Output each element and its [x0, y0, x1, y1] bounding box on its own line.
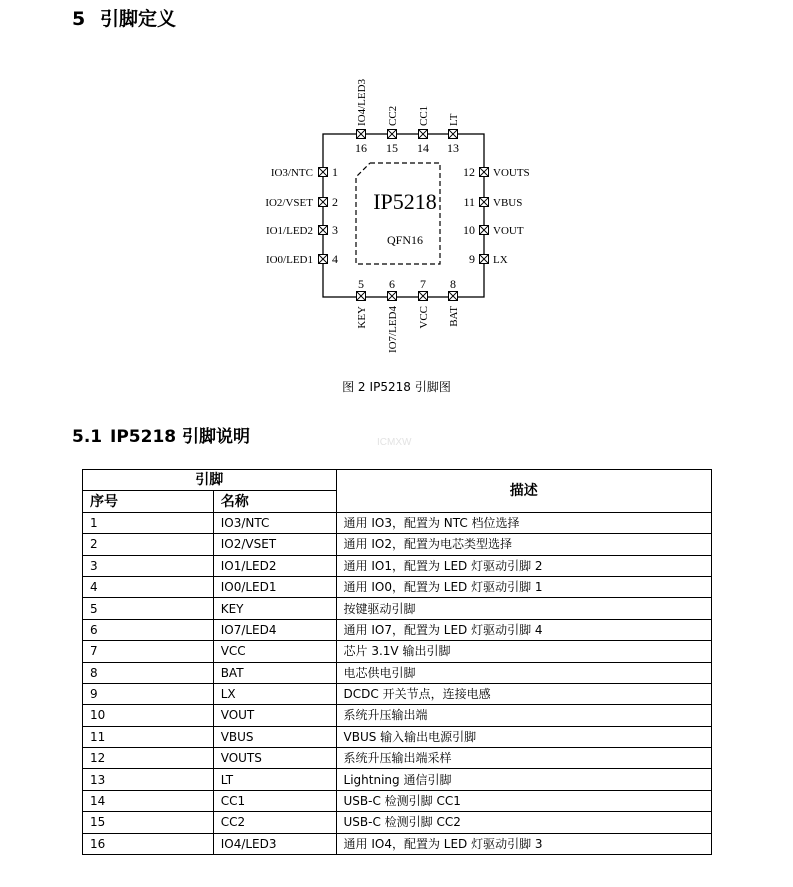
- pin-description-cell: USB-C 检测引脚 CC2: [336, 812, 711, 833]
- table-row: [83, 512, 712, 533]
- pin-name-cell: CC1: [213, 790, 336, 811]
- caption-chip: IP5218: [369, 380, 411, 394]
- pin-number-label: 11: [463, 195, 475, 209]
- pin-name-label: VCC: [418, 306, 430, 329]
- pin-description-cell: 通用 IO7，配置为 LED 灯驱动引脚 4: [336, 619, 711, 640]
- pin-description-cell: 按键驱动引脚: [336, 598, 711, 619]
- pin-name-cell: LX: [213, 683, 336, 704]
- package-outline: [323, 134, 484, 297]
- pin-name-label: VOUTS: [493, 167, 530, 179]
- pin-name-cell: IO0/LED1: [213, 576, 336, 597]
- table-row: [83, 576, 712, 597]
- pin-marker: [480, 255, 489, 264]
- pin-table: [82, 469, 712, 855]
- table-row: [83, 662, 712, 683]
- pin-name-label: IO2/VSET: [265, 197, 313, 209]
- pin-name-cell: BAT: [213, 662, 336, 683]
- pin-description-cell: 通用 IO0，配置为 LED 灯驱动引脚 1: [336, 576, 711, 597]
- pin-group-header: 引脚: [83, 470, 337, 491]
- pin-marker: [419, 130, 428, 139]
- pin-description-cell: 芯片 3.1V 输出引脚: [336, 641, 711, 662]
- pin-name-cell: VOUT: [213, 705, 336, 726]
- table-row: [83, 812, 712, 833]
- table-row: [83, 619, 712, 640]
- pin-description-cell: 通用 IO1，配置为 LED 灯驱动引脚 2: [336, 555, 711, 576]
- pin-description-cell: 通用 IO3，配置为 NTC 档位选择: [336, 512, 711, 533]
- pin-name-cell: IO3/NTC: [213, 512, 336, 533]
- pin-description-cell: 电芯供电引脚: [336, 662, 711, 683]
- table-row: [83, 555, 712, 576]
- pin-name-label: CC2: [387, 105, 399, 126]
- pin-number-cell: 10: [83, 705, 214, 726]
- pin-number-cell: 8: [83, 662, 214, 683]
- pin-number-label: 16: [355, 141, 367, 155]
- pin-number-label: 8: [450, 277, 456, 291]
- pin-name-cell: IO1/LED2: [213, 555, 336, 576]
- pinout-diagram: [0, 0, 793, 400]
- name-header: 名称: [213, 491, 336, 512]
- seq-header: 序号: [83, 491, 214, 512]
- pin-name-cell: IO7/LED4: [213, 619, 336, 640]
- subsection-heading: [72, 422, 250, 447]
- desc-header: 描述: [336, 470, 711, 513]
- pin-marker: [480, 226, 489, 235]
- pin-number-label: 14: [417, 141, 429, 155]
- figure-caption: [0, 378, 793, 395]
- pin-marker: [480, 168, 489, 177]
- pin-name-cell: LT: [213, 769, 336, 790]
- pin-name-label: LX: [493, 254, 508, 266]
- table-row: [83, 598, 712, 619]
- pin-marker: [419, 292, 428, 301]
- pin-number-cell: 12: [83, 748, 214, 769]
- table-row: [83, 833, 712, 854]
- table-row: [83, 748, 712, 769]
- pin-number-cell: 15: [83, 812, 214, 833]
- pin-marker: [319, 255, 328, 264]
- pin-marker: [449, 130, 458, 139]
- pin-marker: [480, 198, 489, 207]
- pin-name-label: BAT: [448, 306, 460, 327]
- pin-number-cell: 13: [83, 769, 214, 790]
- pin-description-cell: DCDC 开关节点，连接电感: [336, 683, 711, 704]
- pin-name-label: CC1: [418, 105, 430, 126]
- pin-number-label: 4: [332, 252, 338, 266]
- table-row: [83, 683, 712, 704]
- table-row: [83, 705, 712, 726]
- pin-marker: [357, 292, 366, 301]
- pin-description-cell: VBUS 输入输出电源引脚: [336, 726, 711, 747]
- pin-number-label: 15: [386, 141, 398, 155]
- pin-name-cell: CC2: [213, 812, 336, 833]
- pin-name-label: LT: [448, 113, 460, 126]
- table-row: [83, 769, 712, 790]
- table-row: [83, 726, 712, 747]
- table-row: [83, 790, 712, 811]
- pin-name-cell: VOUTS: [213, 748, 336, 769]
- pin-description-cell: 通用 IO4，配置为 LED 灯驱动引脚 3: [336, 833, 711, 854]
- caption-text: 引脚图: [414, 380, 451, 394]
- pin-number-label: 1: [332, 165, 338, 179]
- pin-name-cell: VCC: [213, 641, 336, 662]
- pin-name-label: VBUS: [493, 197, 523, 209]
- pin-name-cell: IO2/VSET: [213, 534, 336, 555]
- pin-number-cell: 11: [83, 726, 214, 747]
- pin-number-cell: 2: [83, 534, 214, 555]
- pin-description-cell: 通用 IO2，配置为电芯类型选择: [336, 534, 711, 555]
- pin-number-cell: 1: [83, 512, 214, 533]
- pin-description-cell: Lightning 通信引脚: [336, 769, 711, 790]
- pin-name-cell: VBUS: [213, 726, 336, 747]
- pin-name-label: KEY: [356, 306, 368, 329]
- pin-marker: [388, 292, 397, 301]
- pin-marker: [319, 226, 328, 235]
- pin-marker: [319, 168, 328, 177]
- pins-layer: [265, 78, 529, 353]
- pin-number-label: 12: [463, 165, 475, 179]
- caption-label: 图 2: [342, 380, 366, 394]
- pin-number-label: 7: [420, 277, 426, 291]
- package-type: QFN16: [386, 233, 424, 247]
- pin-marker: [357, 130, 366, 139]
- pin-description-cell: 系统升压输出端采样: [336, 748, 711, 769]
- pin-name-label: IO4/LED3: [356, 78, 368, 126]
- pin-number-label: 9: [469, 252, 475, 266]
- pin-number-cell: 7: [83, 641, 214, 662]
- pin-number-cell: 3: [83, 555, 214, 576]
- pin-number-label: 10: [463, 223, 475, 237]
- pin-name-label: IO3/NTC: [270, 167, 313, 179]
- subsection-number: 5.1: [72, 427, 103, 447]
- pin-name-cell: IO4/LED3: [213, 833, 336, 854]
- pin-name-label: IO0/LED1: [265, 254, 313, 266]
- pin-number-label: 3: [332, 223, 338, 237]
- pin-description-cell: 系统升压输出端: [336, 705, 711, 726]
- pin-number-cell: 4: [83, 576, 214, 597]
- pin-number-label: 13: [447, 141, 459, 155]
- pin-name-label: VOUT: [493, 225, 524, 237]
- table-row: [83, 641, 712, 662]
- section-title: 引脚定义: [100, 8, 177, 30]
- pin-number-cell: 6: [83, 619, 214, 640]
- pin-number-label: 5: [358, 277, 364, 291]
- pin-number-cell: 16: [83, 833, 214, 854]
- watermark: ICMXW: [377, 437, 412, 448]
- pin-marker: [388, 130, 397, 139]
- table-row: [83, 534, 712, 555]
- pin-number-cell: 5: [83, 598, 214, 619]
- pin-name-cell: KEY: [213, 598, 336, 619]
- pin-number-cell: 14: [83, 790, 214, 811]
- pin-marker: [319, 198, 328, 207]
- pin-number-cell: 9: [83, 683, 214, 704]
- section-number: 5: [72, 8, 86, 30]
- pin-name-label: IO1/LED2: [265, 225, 313, 237]
- pin-marker: [449, 292, 458, 301]
- pin-description-cell: USB-C 检测引脚 CC1: [336, 790, 711, 811]
- pin-number-label: 2: [332, 195, 338, 209]
- chip-name: IP5218: [373, 189, 437, 214]
- pin-table-body: [83, 512, 712, 854]
- pin-name-label: IO7/LED4: [387, 306, 399, 354]
- subsection-title: IP5218 引脚说明: [110, 427, 251, 447]
- pin-number-label: 6: [389, 277, 395, 291]
